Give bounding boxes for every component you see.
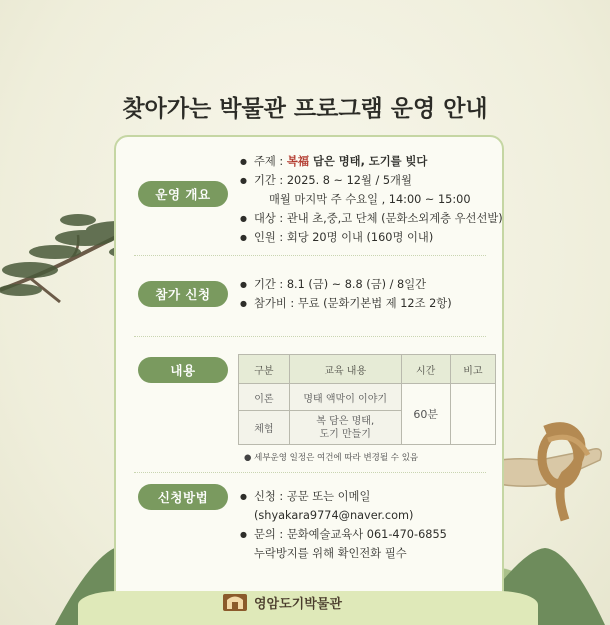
apply-period: ● 기간 : 8.1 (금) ~ 8.8 (금) / 8일간 <box>240 275 452 294</box>
table-row <box>239 384 496 411</box>
overview-period: ● 기간 : 2025. 8 ~ 12월 / 5개월 <box>240 171 503 190</box>
table-cell: 이론 <box>239 384 290 411</box>
overview-period-detail: 매월 마지막 주 수요일 , 14:00 ~ 15:00 <box>269 193 471 206</box>
overview-theme: ● 주제 : 복福 담은 명태, 도기를 빚다 <box>240 152 503 171</box>
method-list <box>240 487 447 563</box>
page-title: 찾아가는 박물관 프로그램 운영 안내 <box>122 96 488 122</box>
section-label-method: 신청방법 <box>138 484 228 510</box>
table-header: 교육 내용 <box>289 355 401 384</box>
schedule-note: ● 세부운영 일정은 여건에 따라 변경될 수 있음 <box>244 453 419 463</box>
method-contact-note: 누락방지를 위해 확인전화 필수 <box>254 547 407 560</box>
overview-list <box>240 152 503 247</box>
table-cell: 복 담은 명태, 도기 만들기 <box>289 411 401 445</box>
schedule-table <box>238 354 496 445</box>
table-header-row <box>239 355 496 384</box>
apply-list <box>240 275 452 313</box>
divider <box>134 336 486 337</box>
method-email: (shyakara9774@naver.com) <box>254 509 414 522</box>
table-header: 비고 <box>450 355 495 384</box>
section-label-content: 내용 <box>138 357 228 383</box>
section-label-overview: 운영 개요 <box>138 181 228 207</box>
method-apply: ● 신청 : 공문 또는 이메일 <box>240 487 447 506</box>
apply-fee: ● 참가비 : 무료 (문화기본법 제 12조 2항) <box>240 294 452 313</box>
table-header: 구분 <box>239 355 290 384</box>
museum-logo-icon <box>222 592 248 612</box>
museum-name: 영암도기박물관 <box>254 596 342 612</box>
table-cell: 명태 액막이 이야기 <box>289 384 401 411</box>
method-contact: ● 문의 : 문화예술교육사 061-470-6855 <box>240 525 447 544</box>
table-cell-remark <box>450 384 495 445</box>
overview-people: ● 인원 : 회당 20명 이내 (160명 이내) <box>240 228 503 247</box>
table-cell: 체험 <box>239 411 290 445</box>
section-label-apply: 참가 신청 <box>138 281 228 307</box>
table-cell-time: 60분 <box>401 384 450 445</box>
overview-target: ● 대상 : 관내 초,중,고 단체 (문화소외계층 우선선발) <box>240 209 503 228</box>
table-header: 시간 <box>401 355 450 384</box>
divider <box>134 472 486 473</box>
footer-logo <box>222 592 342 612</box>
divider <box>134 255 486 256</box>
